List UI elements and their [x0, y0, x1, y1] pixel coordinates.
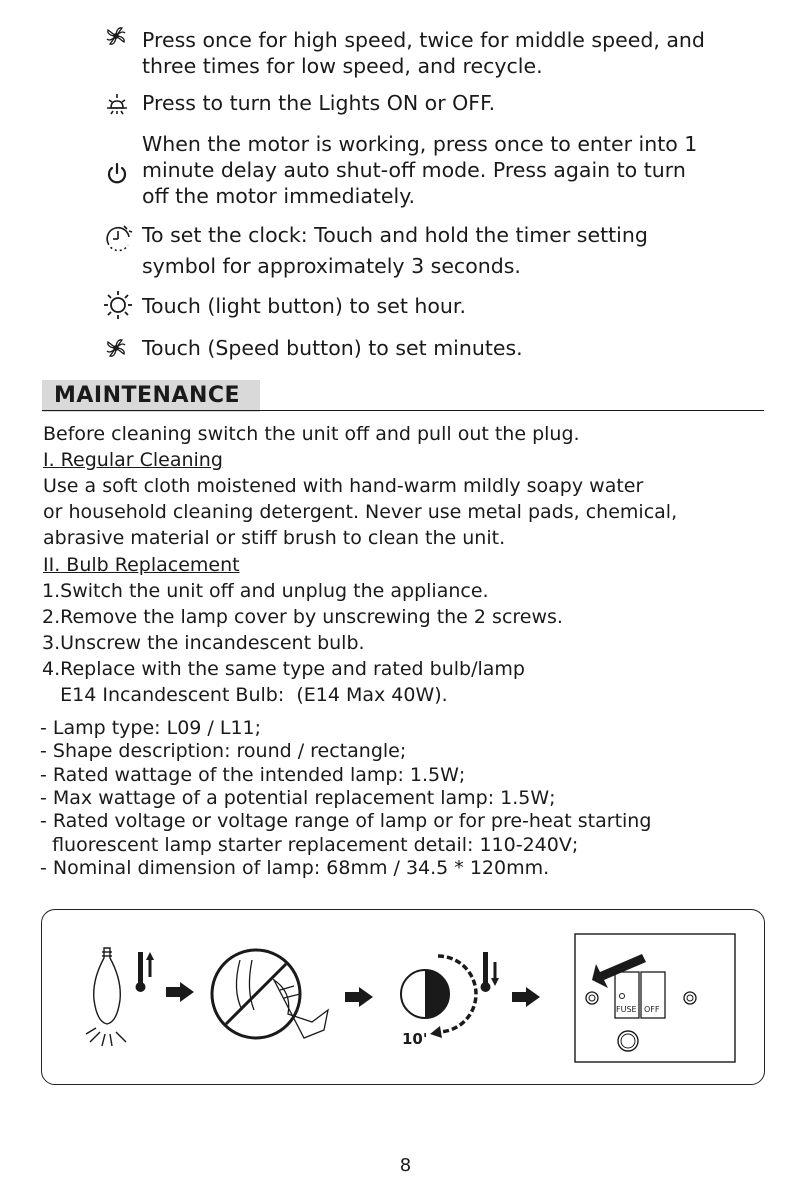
wait-time-label: 10': [402, 1030, 428, 1048]
control-description-timer: [142, 222, 782, 279]
no-touch-icon: [212, 950, 328, 1038]
control-description-set-hour: [142, 293, 782, 319]
wait-cooldown-icon: [401, 956, 476, 1038]
control-description-light: [142, 90, 782, 116]
page-number: 8: [399, 1155, 412, 1176]
light-icon: [104, 92, 130, 120]
arrow-right-icon: [345, 987, 373, 1007]
fused-switch-icon: [575, 934, 735, 1062]
text-line: symbol for approximately 3 seconds.: [142, 254, 521, 278]
arrow-right-icon: [512, 987, 540, 1007]
bulb-step: 4.Replace with the same type and rated bulb/lamp: [42, 658, 525, 680]
fan-icon: [104, 24, 128, 52]
bulb-replacement-heading: II. Bulb Replacement: [43, 554, 240, 576]
spec-line: - Max wattage of a potential replacement lamp: 1.5W;: [40, 787, 556, 809]
control-description-speed: [142, 27, 782, 79]
maintenance-intro: Before cleaning switch the unit off and pull out the plug.: [43, 423, 580, 445]
hot-bulb-icon: [86, 948, 126, 1046]
text-line: When the motor is working, press once to enter into 1: [142, 132, 698, 156]
section-title: MAINTENANCE: [54, 383, 241, 408]
spec-line: - Rated wattage of the intended lamp: 1.5W;: [40, 764, 466, 786]
bulb-step: E14 Incandescent Bulb: (E14 Max 40W).: [42, 684, 448, 706]
off-label: OFF: [644, 1005, 660, 1014]
text-line: minute delay auto shut-off mode. Press again to turn: [142, 158, 686, 182]
spec-line: - Rated voltage or voltage range of lamp or for pre-heat starting: [40, 810, 652, 832]
regular-cleaning-line: Use a soft cloth moistened with hand-warm mildly soapy water: [43, 475, 644, 497]
light-icon: [102, 290, 134, 324]
power-icon: [105, 162, 129, 190]
thermometer-up-icon: [136, 952, 155, 992]
text-line: Press once for high speed, twice for middle speed, and: [142, 28, 705, 52]
control-description-set-minutes: [142, 335, 782, 361]
timer-icon: [102, 223, 134, 259]
regular-cleaning-heading: I. Regular Cleaning: [43, 449, 223, 471]
bulb-step: 1.Switch the unit off and unplug the appliance.: [42, 580, 489, 602]
regular-cleaning-line: or household cleaning detergent. Never use metal pads, chemical,: [43, 501, 678, 523]
text-line: Touch (light button) to set hour.: [142, 294, 466, 318]
fan-icon: [104, 336, 128, 364]
regular-cleaning-line: abrasive material or stiff brush to clean the unit.: [43, 527, 506, 549]
divider: [42, 410, 764, 411]
spec-line: - Shape description: round / rectangle;: [40, 740, 407, 762]
text-line: To set the clock: Touch and hold the timer setting: [142, 223, 648, 247]
text-line: Touch (Speed button) to set minutes.: [142, 336, 523, 360]
bulb-step: 2.Remove the lamp cover by unscrewing the 2 screws.: [42, 606, 563, 628]
control-description-power: [142, 131, 782, 209]
fuse-label: FUSE: [616, 1005, 637, 1014]
arrow-pointer-icon: [592, 954, 646, 988]
text-line: Press to turn the Lights ON or OFF.: [142, 91, 496, 115]
text-line: three times for low speed, and recycle.: [142, 54, 543, 78]
spec-line: fluorescent lamp starter replacement detail: 110-240V;: [40, 834, 579, 856]
thermometer-down-icon: [481, 952, 500, 992]
safety-diagram: [41, 909, 765, 1085]
bulb-step: 3.Unscrew the incandescent bulb.: [42, 632, 365, 654]
arrow-right-icon: [166, 982, 194, 1002]
spec-line: - Lamp type: L09 / L11;: [40, 717, 262, 739]
text-line: off the motor immediately.: [142, 184, 415, 208]
spec-line: - Nominal dimension of lamp: 68mm / 34.5 * 120mm.: [40, 857, 550, 879]
